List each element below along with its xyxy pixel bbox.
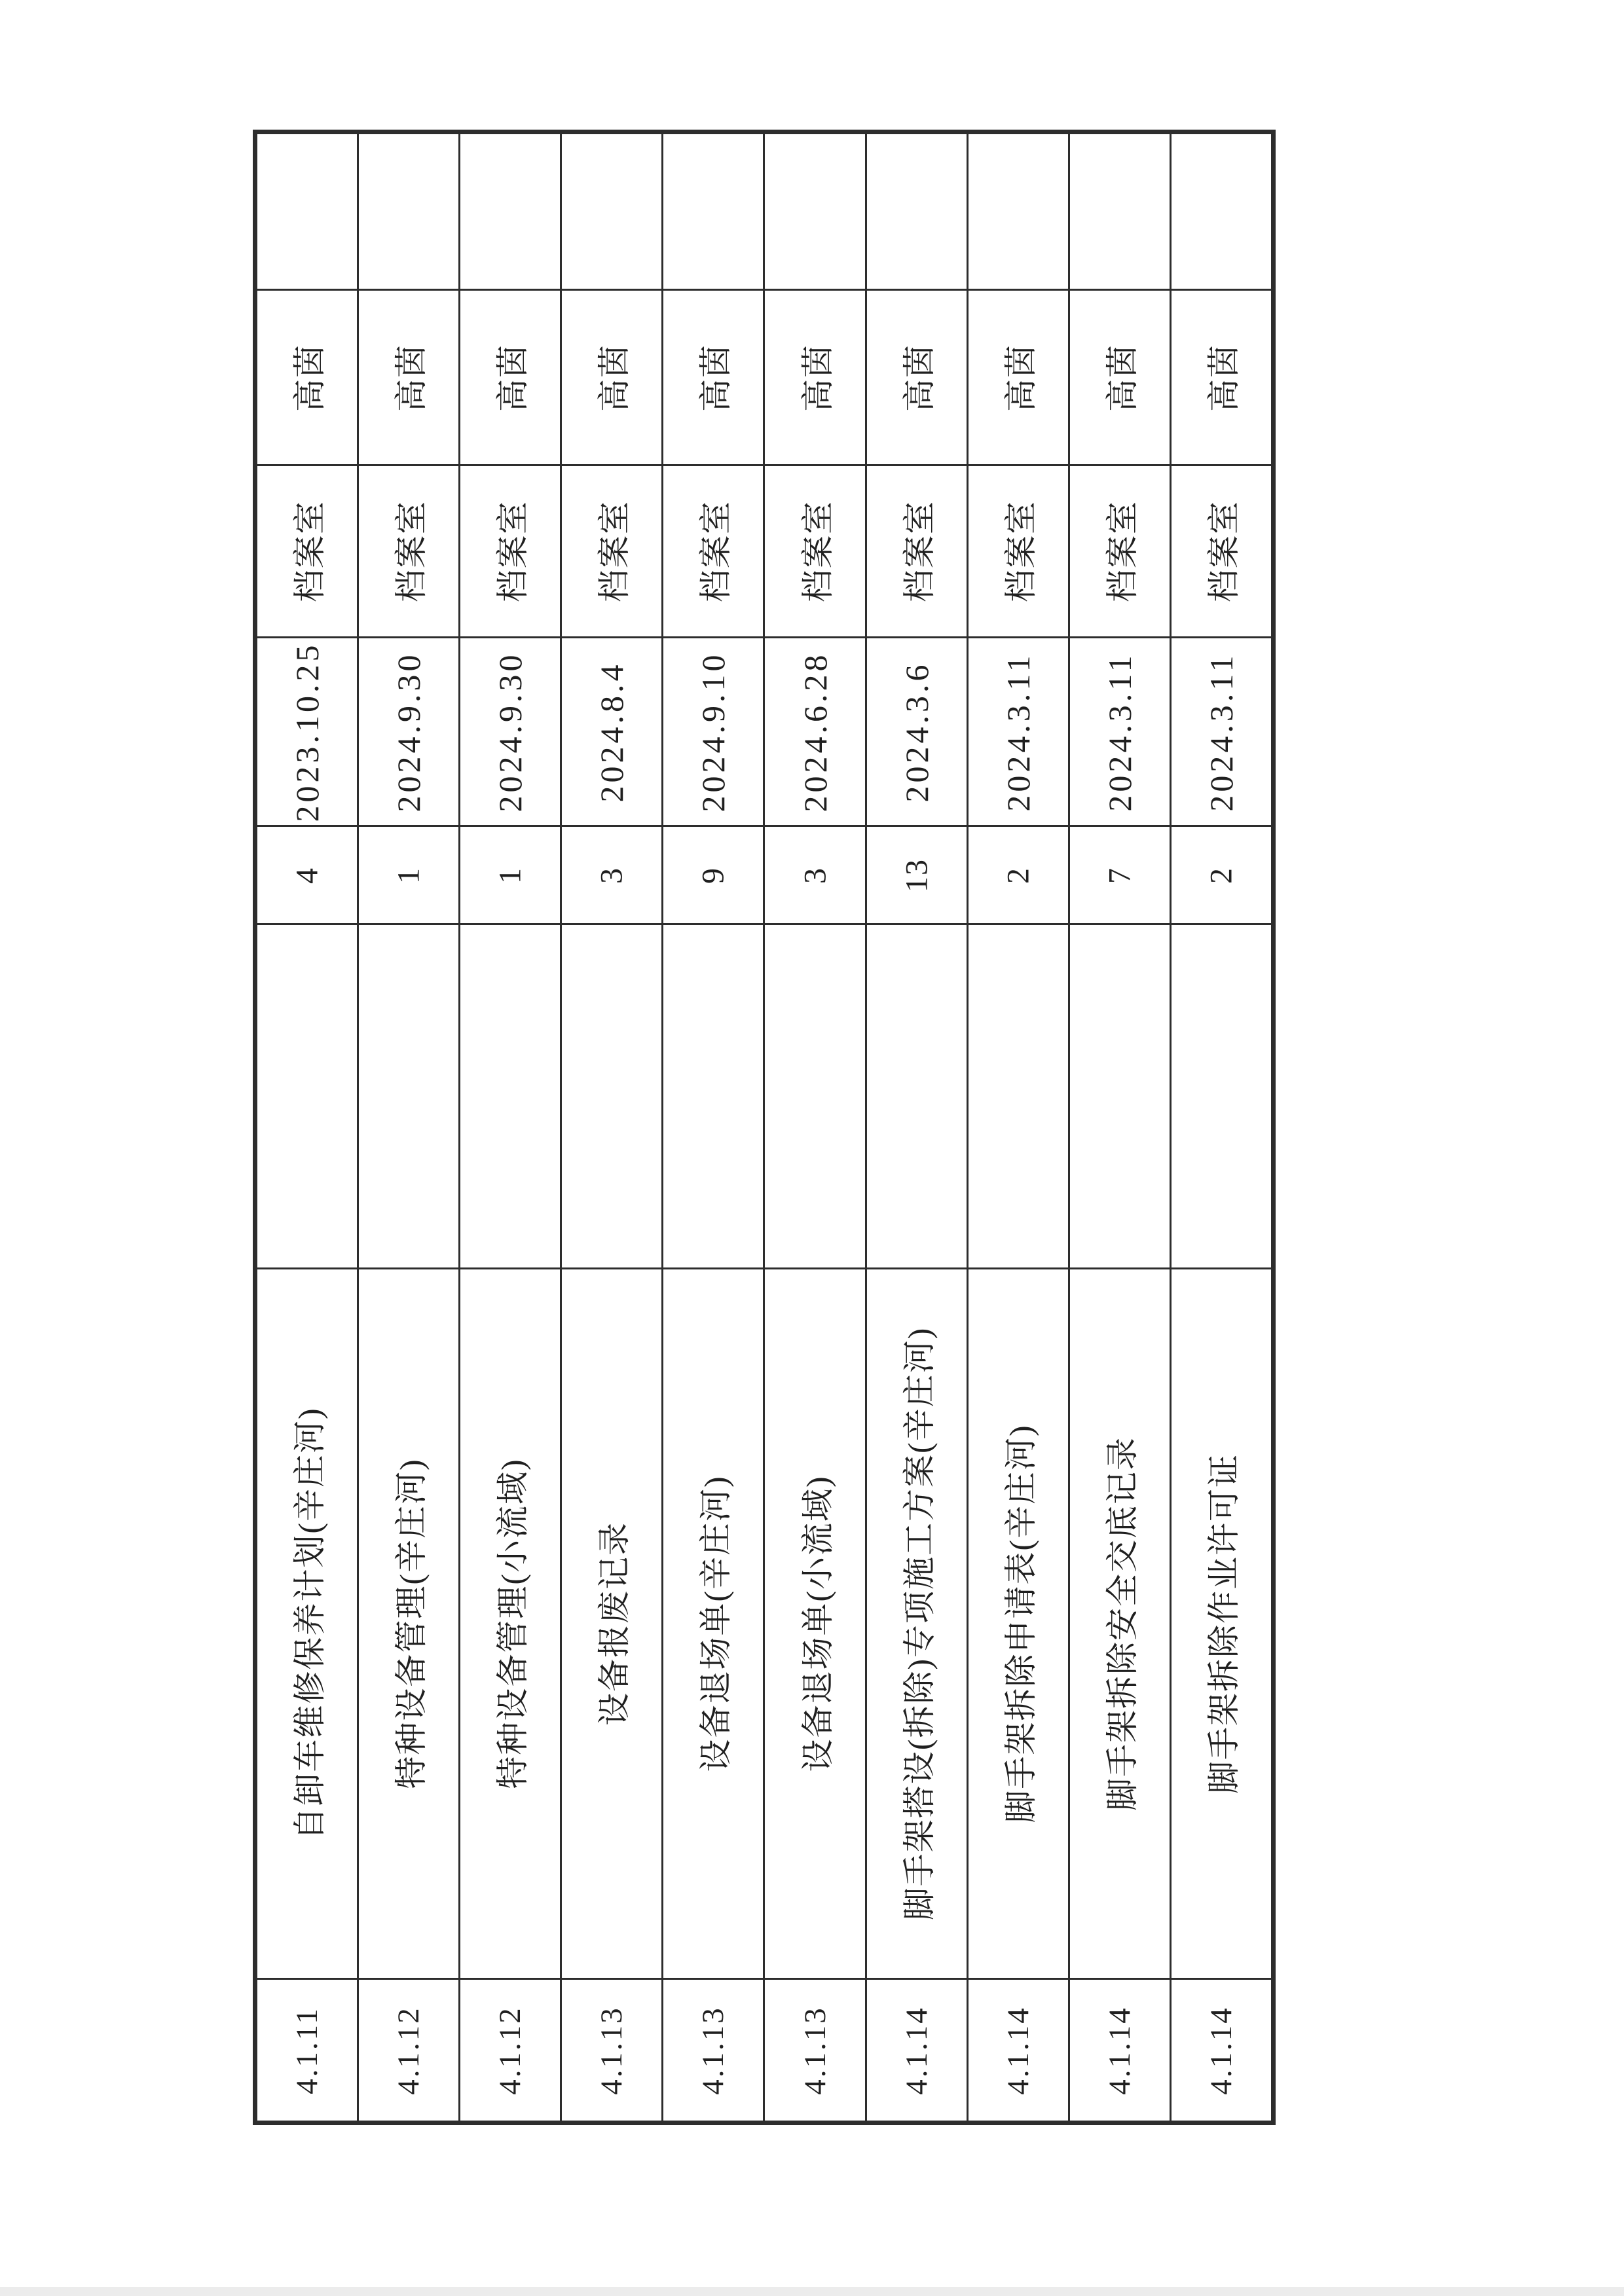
date-cell <box>867 636 967 825</box>
serial-text: 4.1.13 <box>595 2005 629 2095</box>
handler-text: 高茵 <box>1205 343 1242 412</box>
count-text: 1 <box>391 866 426 884</box>
remark-cell <box>460 134 560 289</box>
serial-text: 4.1.13 <box>696 2005 731 2095</box>
title-cell <box>663 1267 763 1978</box>
handler-cell <box>359 289 458 464</box>
handler-text: 高茵 <box>900 343 938 412</box>
handler-cell <box>257 289 357 464</box>
location-cell <box>460 464 560 636</box>
date-cell <box>1172 636 1271 825</box>
date-text: 2023.10.25 <box>289 642 326 822</box>
record-column <box>967 134 1068 2121</box>
title-text: 特种设备管理(小流域) <box>494 1458 532 1789</box>
location-cell <box>359 464 458 636</box>
serial-text: 4.1.14 <box>899 2005 934 2095</box>
count-cell <box>359 825 458 923</box>
record-column <box>865 134 967 2121</box>
location-cell <box>663 464 763 636</box>
serial-text: 4.1.12 <box>493 2005 528 2095</box>
count-cell <box>562 825 661 923</box>
handler-text: 高茵 <box>1002 343 1039 412</box>
title-cell <box>1172 1267 1271 1978</box>
date-text: 2024.3.11 <box>1202 651 1240 812</box>
spacer-cell <box>663 923 763 1267</box>
remark-cell <box>257 134 357 289</box>
location-text: 档案室 <box>1205 500 1242 602</box>
record-column <box>257 134 357 2121</box>
serial-text: 4.1.14 <box>1204 2005 1238 2095</box>
handler-text: 高茵 <box>291 343 329 412</box>
count-cell <box>257 825 357 923</box>
title-text: 设备退场单(辛庄河) <box>697 1475 735 1772</box>
count-text: 2 <box>1204 866 1239 884</box>
serial-text: 4.1.13 <box>798 2005 832 2095</box>
spacer-cell <box>1172 923 1271 1267</box>
handler-text: 高茵 <box>596 343 633 412</box>
handler-cell <box>460 289 560 464</box>
serial-cell <box>765 1978 864 2121</box>
count-cell <box>969 825 1068 923</box>
handler-cell <box>867 289 967 464</box>
handler-cell <box>1070 289 1170 464</box>
spacer-cell <box>257 923 357 1267</box>
count-text: 13 <box>899 858 934 892</box>
remark-cell <box>1070 134 1170 289</box>
title-cell <box>969 1267 1068 1978</box>
serial-cell <box>663 1978 763 2121</box>
serial-cell <box>867 1978 967 2121</box>
count-cell <box>1172 825 1271 923</box>
serial-text: 4.1.12 <box>392 2005 426 2095</box>
location-cell <box>1172 464 1271 636</box>
handler-cell <box>562 289 661 464</box>
title-text: 脚手架拆除作业许可证 <box>1205 1453 1242 1794</box>
count-cell <box>765 825 864 923</box>
remark-cell <box>562 134 661 289</box>
location-cell <box>969 464 1068 636</box>
title-text: 脚手架拆除安全交底记录 <box>1103 1436 1141 1811</box>
spacer-cell <box>1070 923 1170 1267</box>
date-text: 2024.6.28 <box>796 651 834 812</box>
date-text: 2024.9.10 <box>695 651 732 812</box>
remark-cell <box>867 134 967 289</box>
spacer-cell <box>359 923 458 1267</box>
location-text: 档案室 <box>697 500 735 602</box>
location-text: 档案室 <box>900 500 938 602</box>
handler-cell <box>663 289 763 464</box>
spacer-cell <box>765 923 864 1267</box>
count-cell <box>1070 825 1170 923</box>
location-cell <box>867 464 967 636</box>
location-cell <box>765 464 864 636</box>
remark-cell <box>663 134 763 289</box>
serial-cell <box>1172 1978 1271 2121</box>
date-cell <box>765 636 864 825</box>
handler-cell <box>765 289 864 464</box>
handler-text: 高茵 <box>1103 343 1141 412</box>
location-text: 档案室 <box>596 500 633 602</box>
record-column <box>560 134 661 2121</box>
date-text: 2024.3.11 <box>1101 651 1138 812</box>
count-text: 4 <box>289 866 325 884</box>
count-text: 2 <box>1001 866 1036 884</box>
title-text: 特种设备管理(辛庄河) <box>393 1458 430 1789</box>
title-cell <box>1070 1267 1170 1978</box>
spacer-cell <box>562 923 661 1267</box>
title-text: 设备报废记录 <box>596 1522 633 1726</box>
date-cell <box>663 636 763 825</box>
handler-cell <box>969 289 1068 464</box>
location-text: 档案室 <box>1103 500 1141 602</box>
remark-cell <box>359 134 458 289</box>
archive-table <box>253 130 1276 2125</box>
scan-edge-shadow <box>0 2287 1624 2296</box>
record-column <box>661 134 763 2121</box>
title-text: 设备退场单(小流域) <box>799 1475 836 1772</box>
serial-text: 4.1.11 <box>290 2006 325 2094</box>
date-text: 2024.3.11 <box>999 651 1037 812</box>
remark-cell <box>1172 134 1271 289</box>
serial-text: 4.1.14 <box>1001 2005 1035 2095</box>
serial-cell <box>460 1978 560 2121</box>
count-cell <box>663 825 763 923</box>
count-cell <box>867 825 967 923</box>
handler-text: 高茵 <box>799 343 836 412</box>
record-column <box>357 134 458 2121</box>
record-column <box>1068 134 1170 2121</box>
date-text: 2024.3.6 <box>898 661 935 802</box>
date-text: 2024.9.30 <box>492 651 529 812</box>
date-cell <box>359 636 458 825</box>
count-text: 7 <box>1102 866 1137 884</box>
title-cell <box>359 1267 458 1978</box>
date-cell <box>257 636 357 825</box>
count-cell <box>460 825 560 923</box>
spacer-cell <box>867 923 967 1267</box>
location-text: 档案室 <box>799 500 836 602</box>
title-cell <box>867 1267 967 1978</box>
record-column <box>458 134 560 2121</box>
serial-cell <box>1070 1978 1170 2121</box>
date-cell <box>969 636 1068 825</box>
title-cell <box>562 1267 661 1978</box>
spacer-cell <box>969 923 1068 1267</box>
date-text: 2024.8.4 <box>593 661 631 802</box>
handler-cell <box>1172 289 1271 464</box>
location-text: 档案室 <box>494 500 532 602</box>
title-text: 脚手架拆除申请表(辛庄河) <box>1002 1424 1039 1823</box>
location-text: 档案室 <box>291 500 329 602</box>
spacer-cell <box>460 923 560 1267</box>
remark-cell <box>969 134 1068 289</box>
serial-cell <box>969 1978 1068 2121</box>
record-column <box>1170 134 1271 2121</box>
date-cell <box>1070 636 1170 825</box>
date-cell <box>460 636 560 825</box>
count-text: 9 <box>695 866 731 884</box>
date-text: 2024.9.30 <box>390 651 428 812</box>
location-cell <box>1070 464 1170 636</box>
title-cell <box>257 1267 357 1978</box>
handler-text: 高茵 <box>697 343 735 412</box>
serial-cell <box>359 1978 458 2121</box>
serial-text: 4.1.14 <box>1102 2005 1137 2095</box>
remark-cell <box>765 134 864 289</box>
serial-cell <box>257 1978 357 2121</box>
title-cell <box>765 1267 864 1978</box>
location-text: 档案室 <box>393 500 430 602</box>
count-text: 3 <box>798 866 833 884</box>
location-cell <box>562 464 661 636</box>
title-cell <box>460 1267 560 1978</box>
handler-text: 高茵 <box>393 343 430 412</box>
count-text: 3 <box>594 866 629 884</box>
serial-cell <box>562 1978 661 2121</box>
title-text: 自卸车维修保养计划(辛庄河) <box>291 1407 329 1840</box>
location-cell <box>257 464 357 636</box>
title-text: 脚手架搭设(拆除)专项施工方案(辛庄河) <box>900 1326 938 1921</box>
count-text: 1 <box>492 866 528 884</box>
record-column <box>763 134 864 2121</box>
handler-text: 高茵 <box>494 343 532 412</box>
location-text: 档案室 <box>1002 500 1039 602</box>
date-cell <box>562 636 661 825</box>
